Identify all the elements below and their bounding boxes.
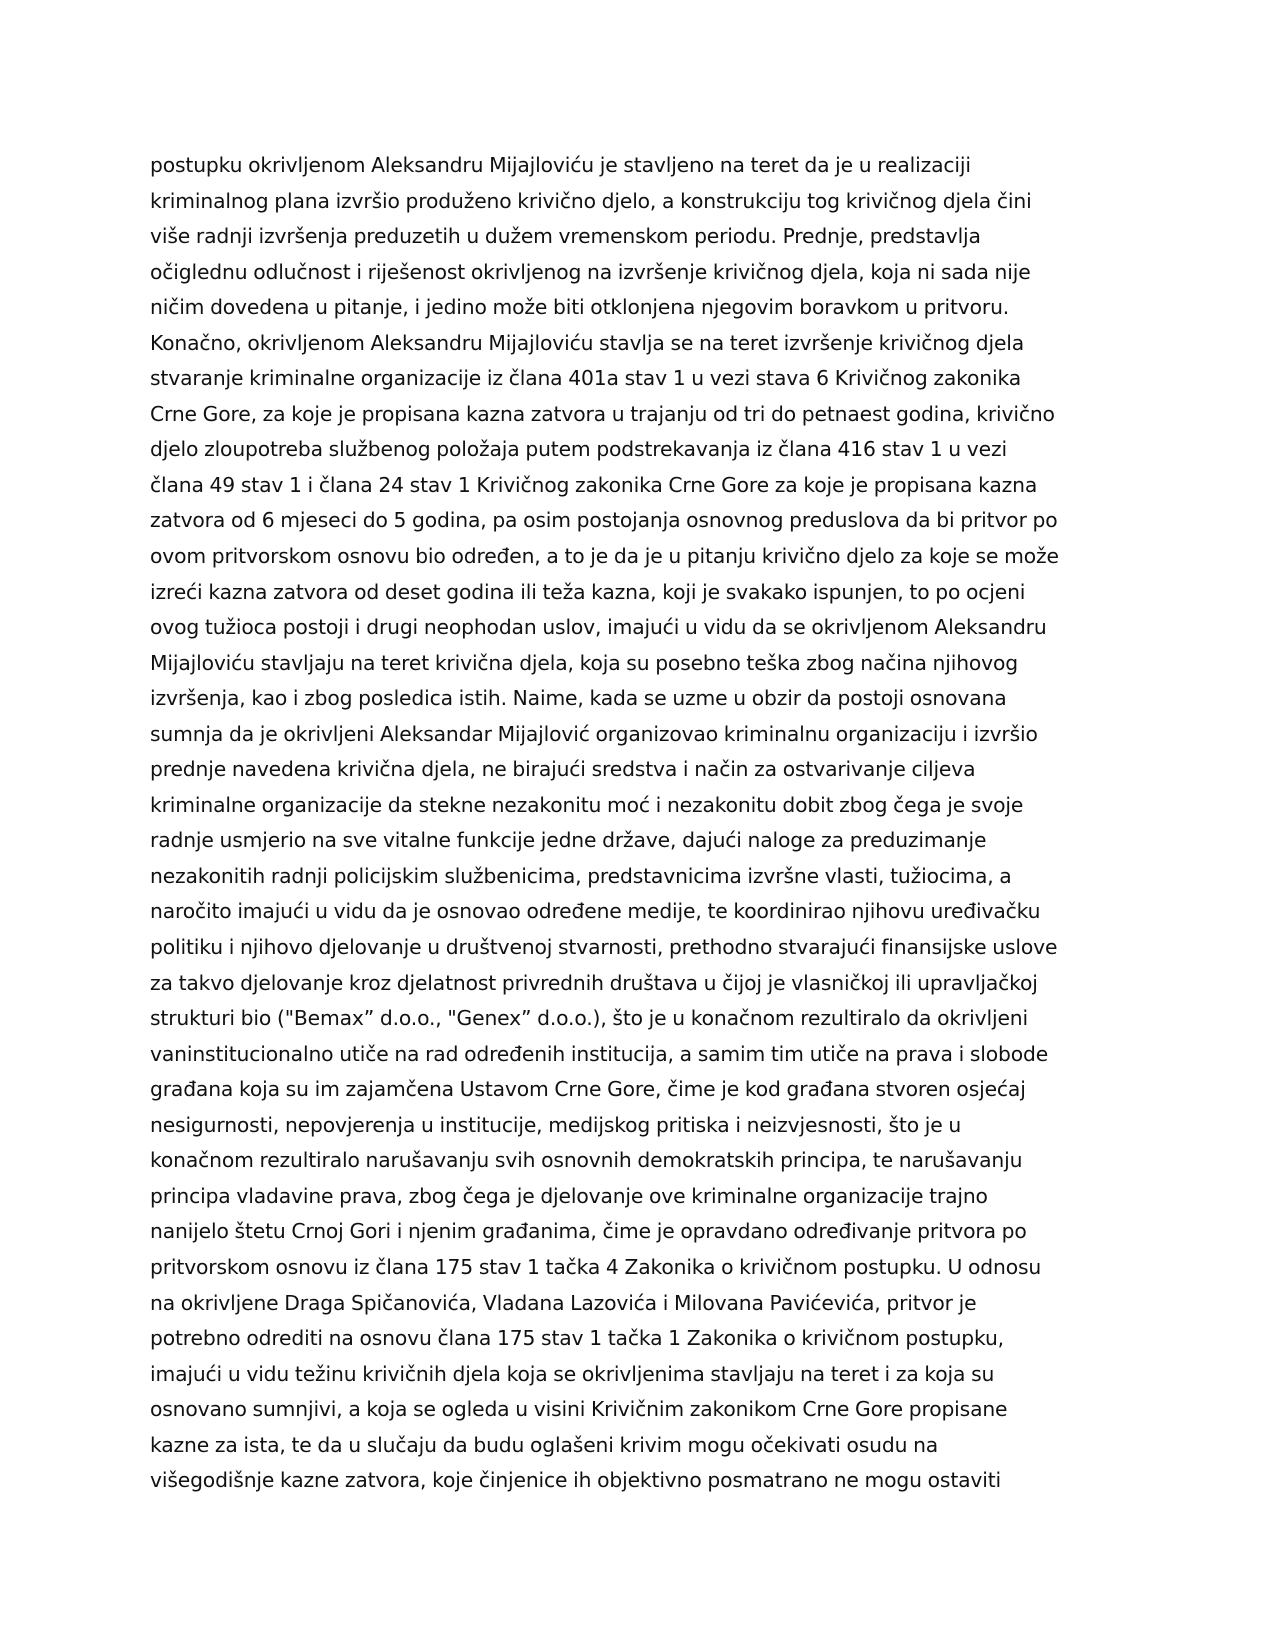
paragraph-line: imajući u vidu težinu krivičnih djela koja se okrivljenima stavljaju na teret i za koja su [150,1361,995,1386]
paragraph-line: Konačno, okrivljenom Aleksandru Mijajloviću stavlja se na teret izvršenje krivičnog djela [150,330,1025,355]
paragraph-line: nanijelo štetu Crnoj Gori i njenim građanima, čime je opravdano određivanje pritvora po [150,1219,1027,1244]
paragraph-line: višegodišnje kazne zatvora, koje činjenice ih objektivno posmatrano ne mogu ostaviti [150,1468,1002,1493]
paragraph-line: kazne za ista, te da u slučaju da budu oglašeni krivim mogu očekivati osudu na [150,1432,939,1457]
paragraph-line: konačnom rezultiralo narušavanju svih osnovnih demokratskih principa, te narušavanju [150,1148,1023,1173]
paragraph-line: za takvo djelovanje kroz djelatnost privrednih društava u čijoj je vlasničkoj ili upravljačkoj [150,970,1038,995]
body-paragraph [150,148,1150,1499]
paragraph-line: Crne Gore, za koje je propisana kazna zatvora u trajanju od tri do petnaest godina, krivično [150,401,1055,426]
paragraph-line: naročito imajući u vidu da je osnovao određene medije, te koordinirao njihovu uređivačku [150,899,1041,924]
paragraph-line: prednje navedena krivična djela, ne birajući sredstva i način za ostvarivanje ciljeva [150,757,976,782]
paragraph-line: politiku i njihovo djelovanje u društvenoj stvarnosti, prethodno stvarajući finansijske uslove [150,935,1058,960]
paragraph-line: stvaranje kriminalne organizacije iz člana 401a stav 1 u vezi stava 6 Krivičnog zakonika [150,366,1021,391]
paragraph-line: potrebno odrediti na osnovu člana 175 stav 1 tačka 1 Zakonika o krivičnom postupku, [150,1326,1004,1351]
paragraph-line: više radnji izvršenja preduzetih u dužem vremenskom periodu. Prednje, predstavlja [150,224,981,249]
paragraph-line: Mijajloviću stavljaju na teret krivična djela, koja su posebno teška zbog načina njihovog [150,650,1018,675]
paragraph-line: djelo zloupotreba službenog položaja putem podstrekavanja iz člana 416 stav 1 u vezi [150,437,1007,462]
paragraph-line: zatvora od 6 mjeseci do 5 godina, pa osim postojanja osnovnog preduslova da bi pritvor po [150,508,1058,533]
paragraph-line: ničim dovedena u pitanje, i jedino može biti otklonjena njegovim boravkom u pritvoru. [150,295,1010,320]
paragraph-line: građana koja su im zajamčena Ustavom Crne Gore, čime je kod građana stvoren osjećaj [150,1077,1026,1102]
paragraph-line: sumnja da je okrivljeni Aleksandar Mijajlović organizovao kriminalnu organizaciju i izvršio [150,721,1038,746]
paragraph-line: ovog tužioca postoji i drugi neophodan uslov, imajući u vidu da se okrivljenom Aleksandru [150,615,1047,640]
paragraph-line: radnje usmjerio na sve vitalne funkcije jedne države, dajući naloge za preduzimanje [150,828,987,853]
paragraph-line: pritvorskom osnovu iz člana 175 stav 1 tačka 4 Zakonika o krivičnom postupku. U odnosu [150,1254,1042,1279]
paragraph-line: strukturi bio ("Bemax” d.o.o., "Genex” d.o.o.), što je u konačnom rezultiralo da okrivljeni [150,1006,1028,1031]
paragraph-line: izvršenja, kao i zbog posledica istih. Naime, kada se uzme u obzir da postoji osnovana [150,686,1007,711]
paragraph-line: kriminalnog plana izvršio produženo krivično djelo, a konstrukciju tog krivičnog djela čini [150,188,1032,213]
paragraph-line: člana 49 stav 1 i člana 24 stav 1 Krivičnog zakonika Crne Gore za koje je propisana kazna [150,472,1038,497]
paragraph-line: nesigurnosti, nepovjerenja u institucije, medijskog pritiska i neizvjesnosti, što je u [150,1112,962,1137]
paragraph-line: kriminalne organizacije da stekne nezakonitu moć i nezakonitu dobit zbog čega je svoje [150,792,1024,817]
paragraph-line: očiglednu odlučnost i riješenost okrivljenog na izvršenje krivičnog djela, koja ni sada nije [150,259,1031,284]
paragraph-line: vaninstitucionalno utiče na rad određenih institucija, a samim tim utiče na prava i slobode [150,1041,1049,1066]
paragraph-line: osnovano sumnjivi, a koja se ogleda u visini Krivičnim zakonikom Crne Gore propisane [150,1397,1008,1422]
paragraph-line: nezakonitih radnji policijskim službenicima, predstavnicima izvršne vlasti, tužiocima, a [150,863,1012,888]
paragraph-line: izreći kazna zatvora od deset godina ili teža kazna, koji je svakako ispunjen, to po ocjeni [150,579,1026,604]
paragraph-line: na okrivljene Draga Spičanovića, Vladana Lazovića i Milovana Pavićevića, pritvor je [150,1290,977,1315]
paragraph-line: principa vladavine prava, zbog čega je djelovanje ove kriminalne organizacije trajno [150,1183,988,1208]
paragraph-line: ovom pritvorskom osnovu bio određen, a to je da je u pitanju krivično djelo za koje se može [150,544,1059,569]
paragraph-line: postupku okrivljenom Aleksandru Mijajloviću je stavljeno na teret da je u realizaciji [150,153,971,177]
